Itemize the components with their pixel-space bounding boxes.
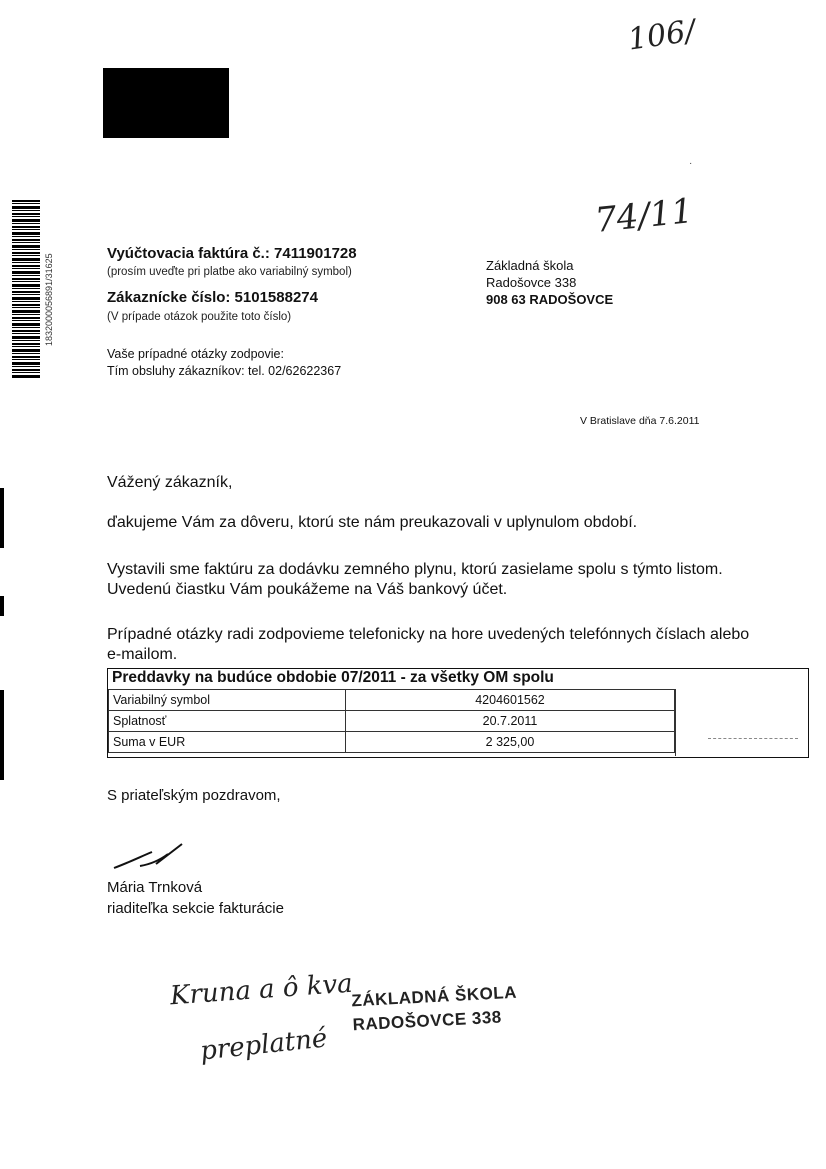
barcode <box>12 200 40 378</box>
table-row <box>109 690 675 711</box>
paragraph-invoice-line-1: Vystavili sme faktúru za dodávku zemného plynu, ktorú zasielame spolu s týmto listom. <box>107 561 723 578</box>
redacted-logo-block <box>103 68 229 138</box>
handwritten-number-top: 106/ <box>625 13 698 58</box>
row-label: Splatnosť <box>109 711 346 732</box>
school-stamp <box>351 981 519 1038</box>
advance-box-dash <box>708 738 798 739</box>
stamp-line-1: ZÁKLADNÁ ŠKOLA <box>350 982 518 1011</box>
row-label: Variabilný symbol <box>109 690 346 711</box>
row-value: 20.7.2011 <box>346 711 675 732</box>
stamp-line-2: RADOŠOVCE 338 <box>352 1007 503 1035</box>
barcode-number: 1832000056891/31625 <box>44 253 54 346</box>
handwritten-note-line-1: Kruna a ô kva <box>169 968 354 1012</box>
table-row <box>109 732 675 753</box>
invoice-note: (prosím uveďte pri platbe ako variabilný symbol) <box>107 266 352 278</box>
advance-box-empty-panel <box>675 689 808 756</box>
row-label: Suma v EUR <box>109 732 346 753</box>
recipient-name: Základná škola <box>486 258 574 273</box>
closing-phrase: S priateľským pozdravom, <box>107 787 281 804</box>
row-value: 2 325,00 <box>346 732 675 753</box>
questions-line-2: Tím obsluhy zákazníkov: tel. 02/62622367 <box>107 364 342 378</box>
table-row <box>109 711 675 732</box>
advance-table <box>108 689 675 753</box>
margin-mark <box>0 690 4 780</box>
date-line: V Bratislave dňa 7.6.2011 <box>580 415 700 427</box>
signatory-role: riaditeľka sekcie fakturácie <box>107 900 284 917</box>
questions-line-1: Vaše prípadné otázky zodpovie: <box>107 347 284 361</box>
invoice-title: Vyúčtovacia faktúra č.: 7411901728 <box>107 245 357 262</box>
signatory-name: Mária Trnková <box>107 879 203 896</box>
recipient-street: Radošovce 338 <box>486 275 577 290</box>
greeting: Vážený zákazník, <box>107 474 233 491</box>
handwritten-note-line-2: preplatné <box>198 1023 329 1067</box>
paragraph-contact-line-1: Prípadné otázky radi zodpovieme telefonicky na hore uvedených telefónnych číslach alebo <box>107 626 750 643</box>
recipient-city: 908 63 RADOŠOVCE <box>486 292 614 307</box>
paragraph-thanks: ďakujeme Vám za dôveru, ktorú ste nám preukazovali v uplynulom období. <box>107 514 638 531</box>
margin-mark <box>0 596 4 616</box>
row-value: 4204601562 <box>346 690 675 711</box>
paragraph-invoice-line-2: Uvedenú čiastku Vám poukážeme na Váš bankový účet. <box>107 581 508 598</box>
handwritten-number-middle: 74/11 <box>593 190 695 242</box>
scan-dot: · <box>689 158 693 169</box>
margin-mark <box>0 488 4 548</box>
customer-note: (V prípade otázok použite toto číslo) <box>107 311 292 323</box>
advance-box-heading: Preddavky na budúce obdobie 07/2011 - za všetky OM spolu <box>112 669 554 686</box>
customer-number: Zákaznícke číslo: 5101588274 <box>107 289 318 306</box>
paragraph-contact-line-2: e-mailom. <box>107 646 178 663</box>
signature-icon <box>112 842 192 872</box>
advance-payment-box <box>107 668 809 758</box>
